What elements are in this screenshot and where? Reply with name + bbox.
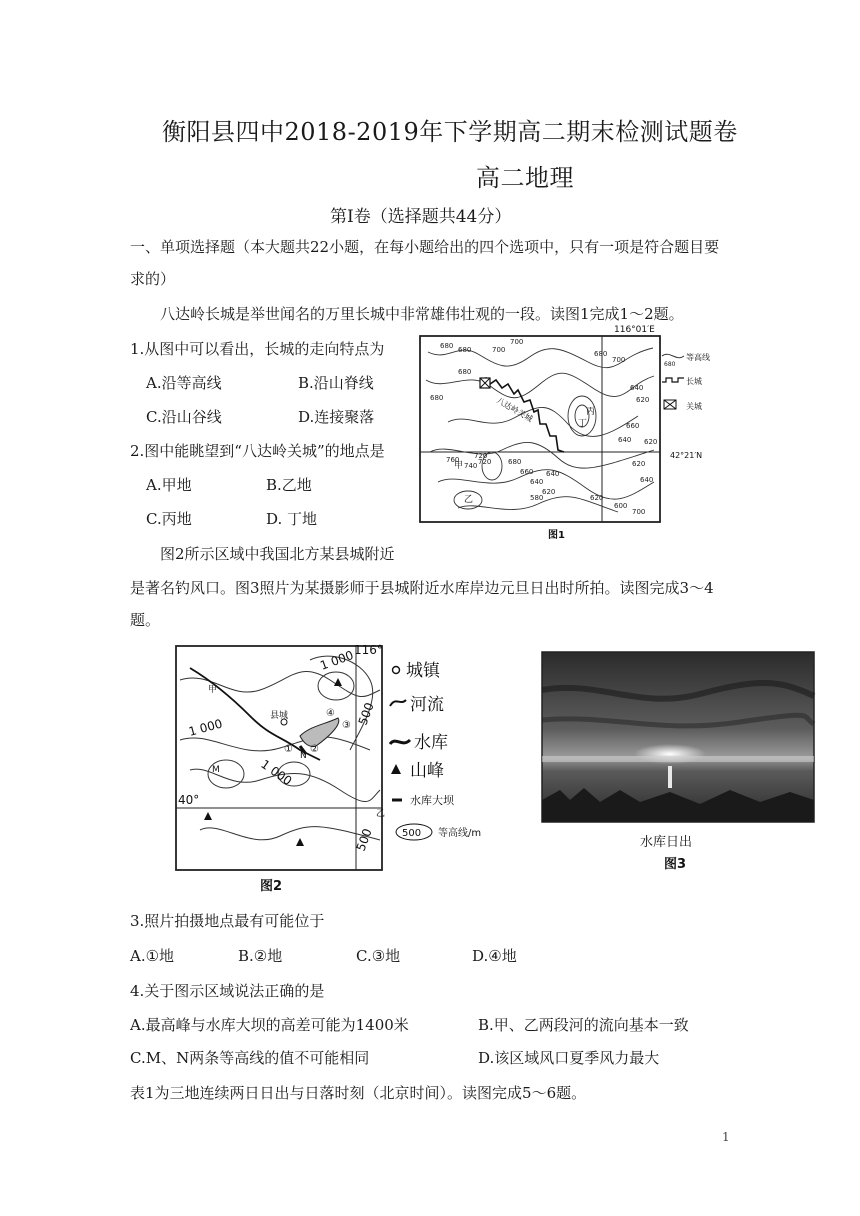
exam-title: 衡阳县四中2018-2019年下学期高二期末检测试题卷 bbox=[162, 118, 738, 146]
figure-2-svg bbox=[170, 640, 516, 896]
place-label: 县城 bbox=[270, 711, 289, 721]
legend-dam-label: 水库大坝 bbox=[410, 794, 454, 807]
place-label: 乙 bbox=[464, 495, 474, 505]
q3-option-a[interactable]: A.①地 bbox=[130, 947, 175, 965]
latitude-label: 40° bbox=[178, 793, 200, 807]
circled-number-label: ④ bbox=[326, 708, 335, 719]
legend-pass-label: 关城 bbox=[686, 402, 702, 411]
contour-label: 1 000 bbox=[187, 716, 224, 739]
figure-1-caption: 图1 bbox=[548, 530, 565, 541]
longitude-label: 116°01′E bbox=[614, 325, 655, 335]
q1-option-d[interactable]: D.连接聚落 bbox=[298, 408, 375, 426]
contour-label: 760 bbox=[446, 456, 460, 464]
q2-stem: 2.图中能眺望到“八达岭关城”的地点是 bbox=[130, 442, 385, 460]
figure-3-caption: 图3 bbox=[664, 857, 687, 872]
place-label: 甲 bbox=[208, 685, 218, 695]
contour-label: 680 bbox=[458, 346, 472, 354]
place-label: 甲 bbox=[454, 461, 464, 471]
longitude-label: 116° bbox=[354, 643, 383, 657]
contour-label: 700 bbox=[612, 356, 626, 364]
legend-reservoir-label: 水库 bbox=[414, 733, 448, 753]
contour-label: 680 bbox=[430, 394, 444, 402]
q4-stem: 4.关于图示区域说法正确的是 bbox=[130, 982, 325, 1000]
q4-option-d[interactable]: D.该区域风口夏季风力最大 bbox=[478, 1049, 660, 1067]
page-number: 1 bbox=[722, 1130, 730, 1144]
legend-town-label: 城镇 bbox=[406, 661, 440, 681]
table-intro: 表1为三地连续两日日出与日落时刻（北京时间）。读图完成5～6题。 bbox=[130, 1084, 587, 1102]
photo-label: 水库日出 bbox=[640, 835, 693, 850]
q1-stem: 1.从图中可以看出，长城的走向特点为 bbox=[130, 340, 385, 358]
place-label: 丁 bbox=[578, 419, 588, 429]
contour-label: 720 bbox=[478, 458, 492, 466]
legend-river-label: 河流 bbox=[410, 695, 444, 715]
intro-paragraph-2-line-2: 是著名钓风口。图3照片为某摄影师于县城附近水库岸边元旦日出时所拍。读图完成3～4 bbox=[130, 579, 714, 597]
contour-label: 1 000 bbox=[258, 756, 295, 789]
legend-peak-label: 山峰 bbox=[410, 761, 444, 781]
place-label: N bbox=[300, 751, 307, 761]
contour-label: 680 bbox=[594, 350, 608, 358]
contour-label: 640 bbox=[546, 470, 560, 478]
contour-label: 640 bbox=[530, 478, 544, 486]
q1-option-b[interactable]: B.沿山脊线 bbox=[298, 374, 374, 392]
legend-contour-sample: 680 bbox=[664, 361, 676, 368]
legend-contour-sample: 500 bbox=[402, 828, 422, 839]
contour-label: 620 bbox=[636, 396, 650, 404]
q3-stem: 3.照片拍摄地点最有可能位于 bbox=[130, 912, 325, 930]
q3-option-d[interactable]: D.④地 bbox=[472, 947, 517, 965]
instructions-line-2: 求的） bbox=[130, 270, 176, 288]
intro-paragraph-2-line-1: 图2所示区域中我国北方某县城附近 bbox=[160, 545, 395, 563]
latitude-label: 42°21′N bbox=[670, 451, 703, 460]
legend-contour-label: 等高线/m bbox=[438, 828, 482, 839]
contour-label: 1 000 bbox=[318, 647, 356, 673]
circled-number-label: ① bbox=[284, 744, 293, 755]
contour-label: 620 bbox=[632, 460, 646, 468]
intro-paragraph-1: 八达岭长城是举世闻名的万里长城中非常雄伟壮观的一段。读图1完成1～2题。 bbox=[160, 305, 684, 323]
q3-option-c[interactable]: C.③地 bbox=[356, 947, 401, 965]
contour-label: 500 bbox=[355, 700, 377, 728]
legend-contour-label: 等高线 bbox=[686, 353, 710, 362]
place-label: M bbox=[212, 765, 220, 775]
figure-2-contour-map bbox=[170, 640, 516, 896]
contour-label: 660 bbox=[520, 468, 534, 476]
contour-label: 680 bbox=[458, 368, 472, 376]
contour-label: 640 bbox=[618, 436, 632, 444]
figure-3-photo bbox=[540, 650, 816, 888]
contour-label: 720 bbox=[474, 452, 488, 460]
contour-label: 620 bbox=[590, 494, 604, 502]
figure-3-svg bbox=[540, 650, 816, 888]
circled-number-label: ③ bbox=[342, 720, 351, 731]
figure-1-svg bbox=[418, 325, 710, 544]
figure-1-topographic-map bbox=[418, 325, 710, 544]
circled-number-label: ② bbox=[310, 744, 319, 755]
contour-label: 640 bbox=[640, 476, 654, 484]
pass-label: 八达岭关城 bbox=[495, 395, 535, 424]
q4-option-a[interactable]: A.最高峰与水库大坝的高差可能为1400米 bbox=[130, 1016, 409, 1034]
q1-option-c[interactable]: C.沿山谷线 bbox=[146, 408, 222, 426]
contour-label: 660 bbox=[626, 422, 640, 430]
q2-option-c[interactable]: C.丙地 bbox=[146, 510, 192, 528]
pass-symbol-icon bbox=[480, 378, 490, 388]
contour-label: 740 bbox=[464, 462, 478, 470]
instructions-line-1: 一、单项选择题（本大题共22小题，在每小题给出的四个选项中，只有一项是符合题目要 bbox=[130, 238, 720, 256]
place-label: 丙 bbox=[586, 407, 596, 417]
q2-option-d[interactable]: D. 丁地 bbox=[266, 510, 318, 528]
legend-wall-label: 长城 bbox=[686, 377, 702, 386]
q4-option-c[interactable]: C.M、N两条等高线的值不可能相同 bbox=[130, 1049, 370, 1067]
contour-label: 700 bbox=[492, 346, 506, 354]
place-label: 乙 bbox=[376, 809, 386, 819]
contour-label: 580 bbox=[530, 494, 544, 502]
contour-label: 620 bbox=[644, 438, 658, 446]
figure-2-caption: 图2 bbox=[260, 879, 283, 894]
contour-label: 700 bbox=[632, 508, 646, 516]
contour-label: 640 bbox=[630, 384, 644, 392]
contour-label: 680 bbox=[440, 342, 454, 350]
section-heading: 第Ⅰ卷（选择题共44分） bbox=[330, 207, 512, 227]
q1-option-a[interactable]: A.沿等高线 bbox=[146, 374, 222, 392]
contour-label: 620 bbox=[542, 488, 556, 496]
intro-paragraph-2-line-3: 题。 bbox=[130, 611, 161, 629]
q2-option-b[interactable]: B.乙地 bbox=[266, 476, 312, 494]
contour-label: 680 bbox=[508, 458, 522, 466]
contour-label: 700 bbox=[510, 338, 524, 346]
exam-subtitle: 高二地理 bbox=[476, 164, 574, 192]
contour-label: 600 bbox=[614, 502, 628, 510]
contour-label: 500 bbox=[353, 826, 375, 854]
q2-option-a[interactable]: A.甲地 bbox=[146, 476, 192, 494]
q4-option-b[interactable]: B.甲、乙两段河的流向基本一致 bbox=[478, 1016, 689, 1034]
q3-option-b[interactable]: B.②地 bbox=[238, 947, 283, 965]
